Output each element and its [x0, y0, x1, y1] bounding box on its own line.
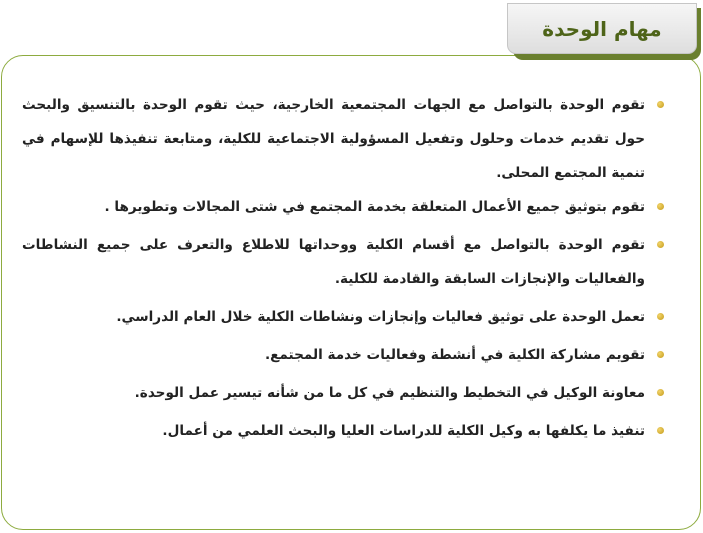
list-item	[22, 414, 665, 448]
list-item-text: معاونة الوكيل في التخطيط والتنظيم في كل ما من شأنه تيسير عمل الوحدة.	[134, 385, 645, 401]
page-title: مهام الوحدة	[542, 16, 662, 41]
round-bullet-icon	[657, 241, 664, 248]
round-bullet-icon	[657, 313, 664, 320]
task-list-container	[22, 88, 665, 448]
round-bullet-icon	[657, 427, 664, 434]
list-item-text: تقويم مشاركة الكلية في أنشطة وفعاليات خدمة المجتمع.	[264, 347, 645, 363]
list-item	[22, 338, 665, 372]
round-bullet-icon	[657, 389, 664, 396]
list-item	[22, 300, 665, 334]
task-list	[22, 88, 665, 448]
list-item	[22, 88, 665, 190]
list-item-text: تنفيذ ما يكلفها به وكيل الكلية للدراسات العليا والبحث العلمي من أعمال.	[162, 423, 645, 439]
list-item-text: تقوم الوحدة بالتواصل مع الجهات المجتمعية الخارجية، حيث تقوم الوحدة بالتنسيق والبحث حول تقديم خدمات وحلول وتفعيل المسؤولية الاجتماعية للكلية، ومتابعة تنفيذها للإسهام في تنمية المجتمع المحلى.	[22, 97, 645, 181]
list-item	[22, 190, 665, 224]
list-item-text: تعمل الوحدة على توثيق فعاليات وإنجازات ونشاطات الكلية خلال العام الدراسي.	[116, 309, 645, 325]
round-bullet-icon	[657, 351, 664, 358]
list-item	[22, 228, 665, 296]
round-bullet-icon	[657, 203, 664, 210]
round-bullet-icon	[657, 101, 664, 108]
list-item-text: تقوم الوحدة بالتواصل مع أقسام الكلية ووحداتها للاطلاع والتعرف على جميع النشاطات والفعاليات والإنجازات السابقة والقادمة للكلية.	[22, 237, 645, 287]
list-item	[22, 376, 665, 410]
title-tab	[507, 3, 697, 54]
list-item-text: تقوم بتوثيق جميع الأعمال المتعلقة بخدمة المجتمع في شتى المجالات وتطويرها .	[104, 199, 645, 215]
